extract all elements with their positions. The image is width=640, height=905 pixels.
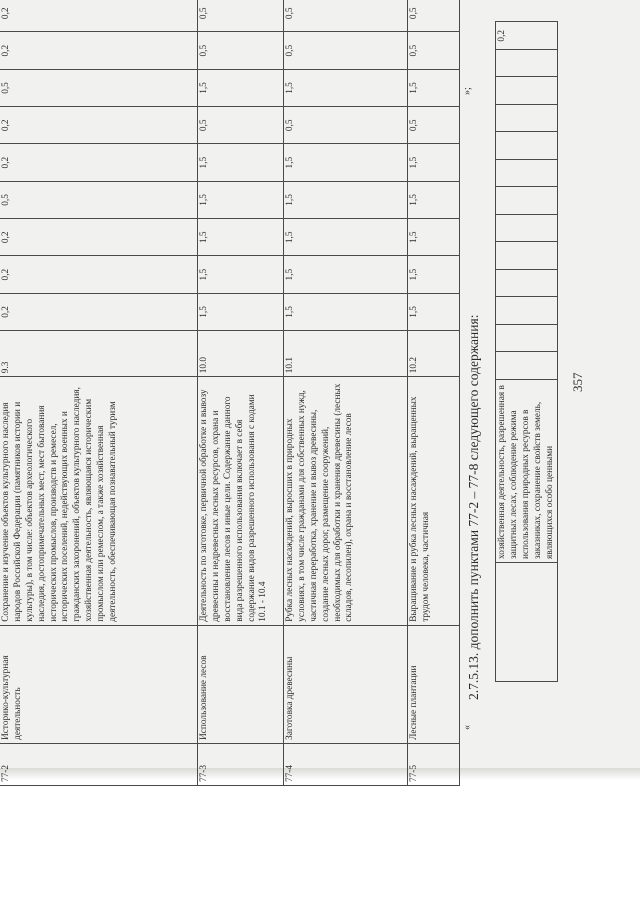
row-code: 77-3: [198, 743, 284, 785]
table-cell-value: [496, 160, 558, 188]
row-value: 1,5: [408, 256, 460, 293]
row-value: 0,5: [0, 69, 198, 106]
table-row: [408, 0, 460, 786]
table-cell-value: [496, 352, 558, 380]
row-value: 1,5: [198, 69, 284, 106]
row-classifier-code: 10.2: [408, 331, 460, 377]
table-cell-value: [496, 77, 558, 105]
continued-table: [495, 22, 558, 683]
table-cell-value: [496, 215, 558, 243]
page-number: 357: [570, 372, 585, 392]
row-value: 1,5: [408, 144, 460, 181]
row-value: 0,5: [284, 0, 408, 32]
closing-quote-mark: »;: [462, 87, 473, 95]
row-description: Деятельность по заготовке, первичной обработке и вывозу древесины и недревесных лесных ресурсов, охрана и восстановление лесов и иные цели. Содержание данного вида разрешенного использования включает в себя содержание видов разрешенного использования с кодами 10.1 - 10.4: [198, 377, 284, 626]
table-cell-value: [496, 325, 558, 353]
row-classifier-code: 10.1: [284, 331, 408, 377]
row-value: 1,5: [198, 293, 284, 330]
row-value: 1,5: [408, 69, 460, 106]
row-value: 0,2: [0, 32, 198, 69]
table-cell-value: [496, 105, 558, 133]
row-name: Использование лесов: [198, 625, 284, 743]
table-row: [496, 22, 558, 682]
row-value: 0,2: [0, 144, 198, 181]
row-classifier-code: 9.3: [0, 331, 198, 377]
row-value: 1,5: [198, 144, 284, 181]
table-row: [284, 0, 408, 786]
row-value: 0,5: [408, 0, 460, 32]
row-value: 0,5: [0, 181, 198, 218]
row-name: Заготовка древесины: [284, 625, 408, 743]
row-value: 0,2: [0, 0, 198, 32]
row-value: 0,5: [408, 32, 460, 69]
row-value: 1,5: [408, 293, 460, 330]
row-value: 1,5: [284, 256, 408, 293]
table-row: [198, 0, 284, 786]
row-name: Историко-культурная деятельность: [0, 625, 198, 743]
row-code: 77-2: [0, 743, 198, 785]
row-value: 1,5: [198, 219, 284, 256]
table-cell-description: хозяйственная деятельность, разрешенная в защитных лесах, соблюдение режима использования природных ресурсов в заказниках, сохранение свойств земель, являющихся особо ценными: [496, 380, 558, 563]
table-cell-value: 0,2: [496, 22, 558, 50]
table-cell: [496, 563, 558, 682]
table-cell-value: [496, 270, 558, 298]
table-cell-value: [496, 242, 558, 270]
row-value: 1,5: [284, 293, 408, 330]
row-value: 1,5: [408, 181, 460, 218]
row-code: 77-4: [284, 743, 408, 785]
row-classifier-code: 10.0: [198, 331, 284, 377]
table-row: [0, 0, 198, 786]
row-value: 0,2: [0, 219, 198, 256]
row-value: 0,5: [198, 107, 284, 144]
row-value: 0,5: [408, 107, 460, 144]
row-value: 1,5: [198, 181, 284, 218]
row-value: 0,5: [284, 32, 408, 69]
opening-quote-mark: «: [462, 725, 473, 730]
row-value: 0,5: [284, 107, 408, 144]
row-value: 1,5: [284, 69, 408, 106]
row-value: 0,5: [198, 32, 284, 69]
table-cell-value: [496, 50, 558, 78]
row-description: Рубка лесных насаждений, выросших в природных условиях, в том числе гражданами для собственных нужд, частичная переработка, хранение и вывоз древесины, создание лесных дорог, размещение сооружений, необходимых для обработки и хранения древесины (лесных складов, лесопилен), охрана и восстановление лесов: [284, 377, 408, 626]
row-value: 0,5: [198, 0, 284, 32]
row-code: 77-5: [408, 743, 460, 785]
row-description: Сохранение и изучение объектов культурного наследия народов Российской Федерации (памятников истории и культуры), в том числе: объектов археологического наследия, достопримечательных мест, мест бытования исторических промыслов, производств и ремесел, исторических поселений, недействующих военных и гражданских захоронений, объектов культурного наследия, хозяйственная деятельность, являющаяся историческим промыслом или ремеслом, а также хозяйственная деятельность, обеспечивающая познавательный туризм: [0, 377, 198, 626]
table-cell-value: [496, 132, 558, 160]
row-description: Выращивание и рубка лесных насаждений, выращенных трудом человека, частичная: [408, 377, 460, 626]
row-value: 0,2: [0, 107, 198, 144]
row-value: 1,5: [198, 256, 284, 293]
row-value: 0,2: [0, 293, 198, 330]
section-heading: 2.7.5.13. дополнить пунктами 77-2 – 77-8 следующего содержания:: [466, 314, 481, 700]
row-value: 1,5: [284, 219, 408, 256]
table-cell-value: [496, 187, 558, 215]
row-value: 1,5: [408, 219, 460, 256]
row-name: Лесные плантации: [408, 625, 460, 743]
row-value: 1,5: [284, 144, 408, 181]
row-value: 1,5: [284, 181, 408, 218]
row-value: 0,2: [0, 256, 198, 293]
table-cell-value: [496, 297, 558, 325]
